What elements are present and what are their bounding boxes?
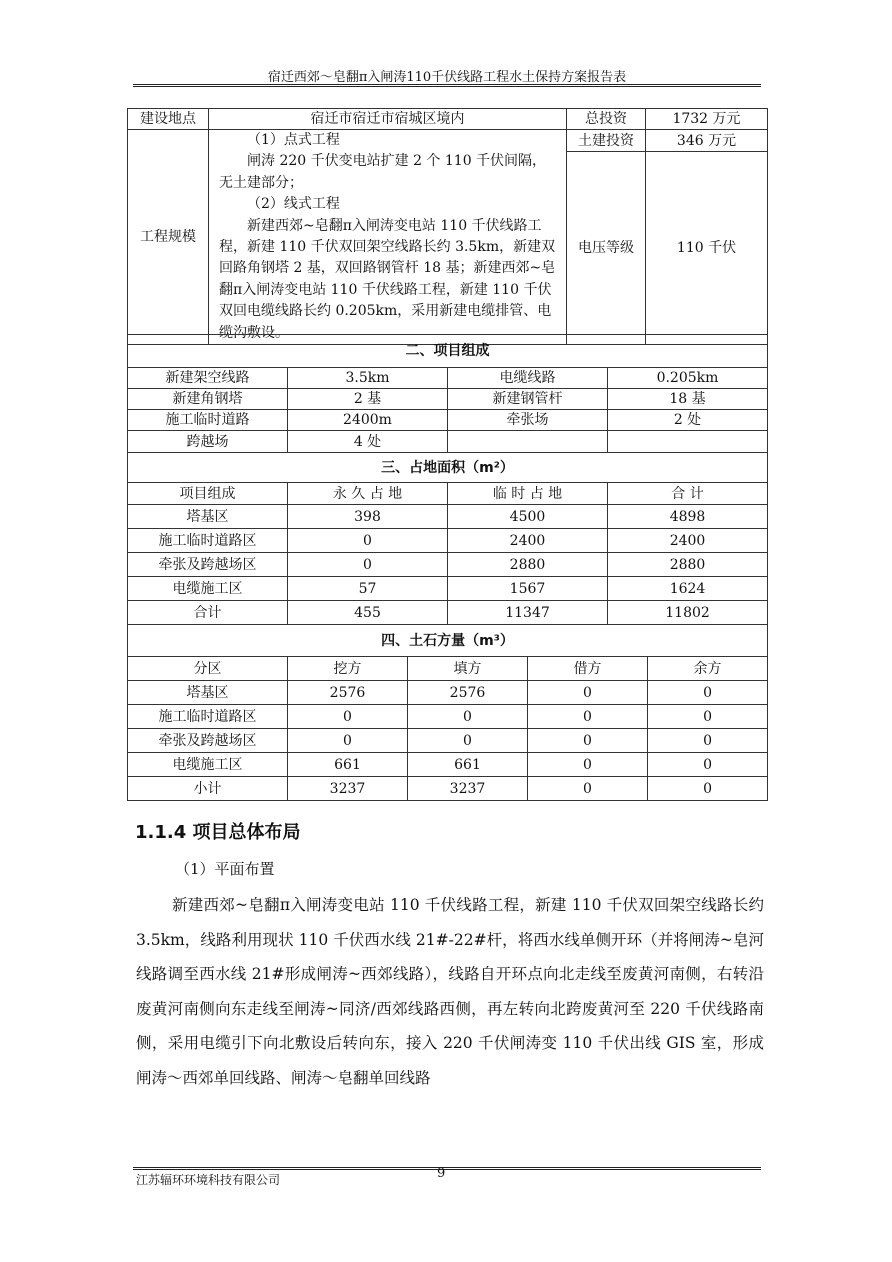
table-cell: 2400m bbox=[288, 410, 448, 431]
table-cell: 0 bbox=[288, 529, 448, 553]
table-cell: 0 bbox=[648, 705, 768, 729]
table-cell: 0 bbox=[288, 729, 408, 753]
table-header-cell: 分区 bbox=[128, 657, 288, 681]
table-cell: 18 基 bbox=[608, 389, 768, 410]
table-cell: 合计 bbox=[128, 601, 288, 625]
header-rule-double bbox=[133, 86, 761, 87]
civil-invest-value: 346 万元 bbox=[646, 130, 768, 152]
table-cell: 2 处 bbox=[608, 410, 768, 431]
table-cell: 新建架空线路 bbox=[128, 368, 288, 389]
table-cell: 2 基 bbox=[288, 389, 448, 410]
table-cell: 11347 bbox=[448, 601, 608, 625]
table-cell: 661 bbox=[408, 753, 528, 777]
body-paragraph: 新建西郊~皂翻π入闸涛变电站 110 千伏线路工程，新建 110 千伏双回架空线路长约 3.5km，线路利用现状 110 千伏西水线 21#-22#杆，将西水线单侧开环（并将闸涛~皂河线路调至西水线 21#形成闸涛~西郊线路），线路自开环点向北走线至废黄河南侧，右转沿废黄河南侧向东走线至闸涛~同济/西郊线路西侧，再左转向北跨废黄河至 220 千伏线路南侧，采用电缆引下向北敷设后转向东，接入 220 千伏闸涛变 110 千伏出线 GIS 室，形成闸涛～西郊单回线路、闸涛～皂翻单回线路 bbox=[136, 896, 764, 1087]
footer-rule-double bbox=[133, 1169, 761, 1170]
table-header-cell: 项目组成 bbox=[128, 483, 288, 505]
table-cell: 4 处 bbox=[288, 431, 448, 453]
scale-label: 工程规模 bbox=[128, 130, 209, 345]
table-cell: 3237 bbox=[288, 777, 408, 801]
scale-line-4: 新建西郊~皂翻π入闸涛变电站 110 千伏线路工程，新建 110 千伏双回架空线路长约 3.5km，新建双回路角钢塔 2 基，双回路钢管杆 18 基；新建西郊~皂翻π入闸涛变电站 110 千伏线路工程，新建 110 千伏双回电缆线路长约 0.205km，采用新建电缆排管、电缆沟敷设。 bbox=[219, 217, 556, 341]
total-invest-label: 总投资 bbox=[567, 109, 646, 130]
table-cell: 新建钢管杆 bbox=[448, 389, 608, 410]
land-area-table bbox=[127, 452, 768, 625]
table-cell: 455 bbox=[288, 601, 448, 625]
table-cell: 施工临时道路区 bbox=[128, 529, 288, 553]
location-label: 建设地点 bbox=[128, 109, 209, 130]
table-cell: 小计 bbox=[128, 777, 288, 801]
section-heading: 1.1.4 项目总体布局 bbox=[135, 822, 301, 843]
table-cell: 2880 bbox=[448, 553, 608, 577]
table-cell: 0.205km bbox=[608, 368, 768, 389]
land-title: 三、占地面积（m²） bbox=[128, 453, 768, 483]
table-cell: 电缆线路 bbox=[448, 368, 608, 389]
table-cell: 牵张场 bbox=[448, 410, 608, 431]
voltage-value: 110 千伏 bbox=[646, 152, 768, 345]
page-number: 9 bbox=[437, 1166, 446, 1181]
table-cell: 3.5km bbox=[288, 368, 448, 389]
footer-rule bbox=[133, 1167, 761, 1168]
table-cell: 0 bbox=[288, 553, 448, 577]
voltage-label: 电压等级 bbox=[567, 152, 646, 345]
table-cell: 电缆施工区 bbox=[128, 577, 288, 601]
total-invest-value: 1732 万元 bbox=[646, 109, 768, 130]
table-cell: 0 bbox=[648, 777, 768, 801]
table-header-cell: 借方 bbox=[528, 657, 648, 681]
subsection-heading: （1）平面布置 bbox=[175, 860, 275, 878]
header-rule bbox=[133, 84, 761, 85]
table-cell: 1624 bbox=[608, 577, 768, 601]
location-value: 宿迁市宿迁市宿城区境内 bbox=[209, 109, 567, 130]
table-cell: 1567 bbox=[448, 577, 608, 601]
scale-line-3: （2）线式工程 bbox=[247, 196, 340, 213]
table-cell: 0 bbox=[528, 681, 648, 705]
table-cell: 0 bbox=[408, 705, 528, 729]
table-cell bbox=[448, 431, 608, 453]
table-cell: 2576 bbox=[288, 681, 408, 705]
page-header-title: 宿迁西郊～皂翻π入闸涛110千伏线路工程水土保持方案报告表 bbox=[267, 70, 627, 85]
civil-invest-label: 土建投资 bbox=[567, 130, 646, 152]
table-header-cell: 临 时 占 地 bbox=[448, 483, 608, 505]
table-cell: 398 bbox=[288, 505, 448, 529]
table-cell: 2400 bbox=[608, 529, 768, 553]
table-cell: 0 bbox=[288, 705, 408, 729]
table-cell: 塔基区 bbox=[128, 681, 288, 705]
table-cell: 电缆施工区 bbox=[128, 753, 288, 777]
earthwork-table bbox=[127, 624, 768, 801]
table-cell: 661 bbox=[288, 753, 408, 777]
scale-description bbox=[209, 130, 567, 345]
table-header-cell: 余方 bbox=[648, 657, 768, 681]
table-cell: 3237 bbox=[408, 777, 528, 801]
table-cell: 2400 bbox=[448, 529, 608, 553]
table-cell: 11802 bbox=[608, 601, 768, 625]
table-header-cell: 合 计 bbox=[608, 483, 768, 505]
table-cell: 2576 bbox=[408, 681, 528, 705]
table-cell: 4898 bbox=[608, 505, 768, 529]
table-cell: 施工临时道路区 bbox=[128, 705, 288, 729]
scale-line-1: （1）点式工程 bbox=[247, 132, 340, 148]
table-cell: 塔基区 bbox=[128, 505, 288, 529]
table-cell: 牵张及跨越场区 bbox=[128, 553, 288, 577]
table-cell: 0 bbox=[528, 705, 648, 729]
table-header-cell: 永 久 占 地 bbox=[288, 483, 448, 505]
table-cell: 新建角钢塔 bbox=[128, 389, 288, 410]
table-cell: 0 bbox=[528, 729, 648, 753]
table-cell: 跨越场 bbox=[128, 431, 288, 453]
earth-title: 四、土石方量（m³） bbox=[128, 625, 768, 657]
table-cell: 0 bbox=[528, 753, 648, 777]
table-cell: 0 bbox=[528, 777, 648, 801]
table-cell: 0 bbox=[648, 753, 768, 777]
table-cell: 2880 bbox=[608, 553, 768, 577]
table-header-cell: 挖方 bbox=[288, 657, 408, 681]
table-cell: 牵张及跨越场区 bbox=[128, 729, 288, 753]
basic-info-table bbox=[127, 108, 768, 345]
composition-table bbox=[127, 334, 768, 453]
table-cell bbox=[608, 431, 768, 453]
footer-company: 江苏辐环环境科技有限公司 bbox=[136, 1173, 281, 1187]
table-cell: 4500 bbox=[448, 505, 608, 529]
table-cell: 0 bbox=[648, 729, 768, 753]
table-cell: 施工临时道路 bbox=[128, 410, 288, 431]
table-header-cell: 填方 bbox=[408, 657, 528, 681]
table-cell: 57 bbox=[288, 577, 448, 601]
scale-line-2: 闸涛 220 千伏变电站扩建 2 个 110 千伏间隔，无土建部分； bbox=[219, 153, 547, 191]
table-cell: 0 bbox=[408, 729, 528, 753]
table-cell: 0 bbox=[648, 681, 768, 705]
composition-title: 二、项目组成 bbox=[128, 335, 768, 368]
